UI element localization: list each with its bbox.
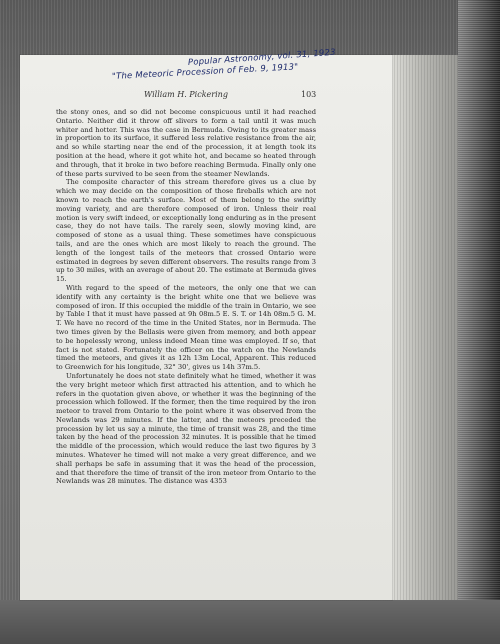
paragraph: the stony ones, and so did not become conspicuous until it had reached Ontario. Neither did it throw off slivers to form a tail until it was much whiter and hotter. This was the case in Bermuda. Owing to its greater mass in proportion to its surface, it suffered less relative resistance from the air, and so while starting near the end of the procession, it at length took its position at the head, where it got white hot, and became so heated through and through, that it broke in two before reaching Bermuda. Finally only one of these parts survived to be seen from the steamer Newlands.	[56, 108, 316, 178]
page-curl-shadow	[392, 55, 458, 600]
running-head-author: William H. Pickering	[144, 90, 228, 99]
paragraph: Unfortunately he does not state definitely what he timed, whether it was the very bright meteor which first attracted his attention, and to which he refers in the quotation given above, or whether it was the beginning of the procession which followed. If the former, then the time required by the iron meteor to travel from Ontario to the point where it was observed from the Newlands was 29 minutes. If the latter, and the meteors preceded the procession by let us say a minute, the time of transit was 28, and the time taken by the head of the procession 32 minutes. It is possible that he timed the middle of the procession, which would reduce the last two figures by 3 minutes. Whatever he timed will not make a very great difference, and we shall perhaps be safe in assuming that it was the head of the procession, and that therefore the time of transit of the iron meteor from Ontario to the Newlands was 28 minutes. The distance was 4353	[56, 371, 316, 486]
paragraph: The composite character of this stream therefore gives us a clue by which we may decide on the composition of those fireballs which are not known to reach the earth's surface. Most of them belong to the swiftly moving variety, and are therefore composed of iron. Unless their real motion is very swift indeed, or exceptionally long enduring as in the present case, they do not have tails. The rarely seen, slowly moving kind, are composed of stone as a usual thing. These sometimes have conspicuous tails, and are the ones which are most likely to reach the ground. The length of the longest tails of the meteors that crossed Ontario were estimated in degrees by seven different observers. The results range from 3 up to 30 miles, with an average of about 20. The estimate at Bermuda gives 15.	[56, 178, 316, 284]
scanner-edge-right	[458, 0, 500, 644]
paragraph: With regard to the speed of the meteors, the only one that we can identify with any certainty is the bright white one that we believe was composed of iron. If this occupied the middle of the train in Ontario, we see by Table I that it must have passed at 9h 08m.5 E. S. T. or 14h 08m.5 G. M. T. We have no record of the time in the United States, nor in Bermuda. The two times given by the Bellasis were given from memory, and both appear to be hopelessly wrong, unless indeed Mean time was employed. If so, that fact is not stated. Fortunately the officer on the watch on the Newlands timed the meteors, and gives it as 12h 13m Local, Apparent. This reduced to Greenwich for his longitude, 32° 30', gives us 14h 37m.5.	[56, 283, 316, 372]
scanner-edge-bottom	[0, 600, 500, 644]
running-head	[56, 90, 316, 102]
body-text	[56, 108, 316, 486]
page-number: 103	[301, 90, 317, 99]
handwritten-article-title: "The Meteoric Procession of Feb. 9, 1913"	[111, 62, 299, 82]
handwritten-citation: Popular Astronomy, vol. 31, 1923	[187, 47, 337, 68]
